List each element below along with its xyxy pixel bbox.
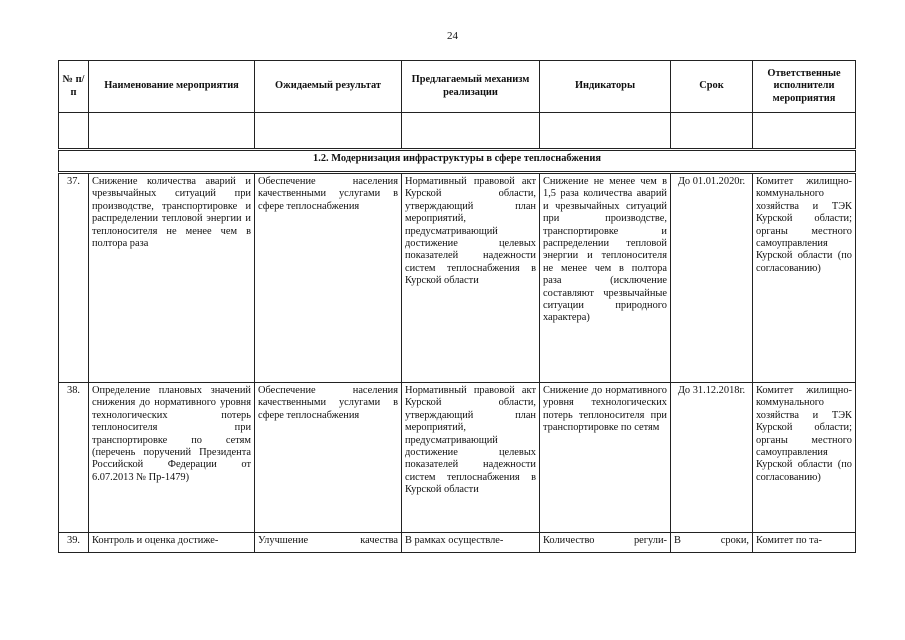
header-indicators: Индикаторы bbox=[540, 61, 671, 113]
indicators-cell: Снижение не менее чем в 1,5 раза количества аварий и чрезвычайных ситуаций при производстве, транспортировке и распределении тепловой энергии и теплоносителя не менее чем в полтора раза (исключение составляют чрезвычайные ситуации природного характера) bbox=[540, 173, 671, 383]
page-number: 24 bbox=[447, 30, 458, 42]
expected-result-cell: Улучшение качества bbox=[255, 533, 402, 553]
header-term: Срок bbox=[671, 61, 753, 113]
table-row bbox=[59, 173, 856, 383]
table-header-row bbox=[59, 61, 856, 113]
event-name-cell: Снижение количества аварий и чрезвычайных ситуаций при производстве, транспортировке и распределении тепловой энергии и теплоносителя не менее чем в полтора раза bbox=[89, 173, 255, 383]
empty-cell bbox=[671, 113, 753, 150]
empty-cell bbox=[59, 113, 89, 150]
header-number: № п/п bbox=[59, 61, 89, 113]
indicators-cell: Снижение до нормативного уровня технологических потерь теплоносителя при транспортировке по сетям bbox=[540, 383, 671, 533]
event-name-cell: Контроль и оценка достиже- bbox=[89, 533, 255, 553]
action-plan-table bbox=[58, 60, 856, 553]
expected-result-cell: Обеспечение населения качественными услугами в сфере теплоснабжения bbox=[255, 173, 402, 383]
header-expected-result: Ожидаемый результат bbox=[255, 61, 402, 113]
empty-cell bbox=[89, 113, 255, 150]
section-row bbox=[59, 150, 856, 173]
row-number: 38. bbox=[59, 383, 89, 533]
responsible-cell: Комитет по та- bbox=[753, 533, 856, 553]
header-responsible: Ответственные исполнители мероприятия bbox=[753, 61, 856, 113]
mechanism-cell: Нормативный правовой акт Курской области, утверждающий план мероприятий, предусматривающий достижение целевых показателей надежности систем теплоснабжения в Курской области bbox=[402, 383, 540, 533]
section-title: 1.2. Модернизация инфраструктуры в сфере теплоснабжения bbox=[59, 150, 856, 173]
empty-cell bbox=[402, 113, 540, 150]
empty-cell bbox=[753, 113, 856, 150]
empty-cell bbox=[255, 113, 402, 150]
responsible-cell: Комитет жилищно-коммунального хозяйства и ТЭК Курской области; органы местного самоуправления Курской области (по согласованию) bbox=[753, 173, 856, 383]
term-cell: До 31.12.2018г. bbox=[671, 383, 753, 533]
header-mechanism: Предлагаемый механизм реализации bbox=[402, 61, 540, 113]
header-event-name: Наименование мероприятия bbox=[89, 61, 255, 113]
term-cell: До 01.01.2020г. bbox=[671, 173, 753, 383]
event-name-cell: Определение плановых значений снижения до нормативного уровня технологических потерь теплоносителя при транспортировке по сетям (перечень поручений Президента Российской Федерации от 6.07.2013 № Пр-1479) bbox=[89, 383, 255, 533]
expected-result-cell: Обеспечение населения качественными услугами в сфере теплоснабжения bbox=[255, 383, 402, 533]
mechanism-cell: Нормативный правовой акт Курской области, утверждающий план мероприятий, предусматривающий достижение целевых показателей надежности систем теплоснабжения в Курской области bbox=[402, 173, 540, 383]
table-row bbox=[59, 383, 856, 533]
mechanism-cell: В рамках осуществле- bbox=[402, 533, 540, 553]
empty-row bbox=[59, 113, 856, 150]
term-cell: В сроки, bbox=[671, 533, 753, 553]
indicators-cell: Количество регули- bbox=[540, 533, 671, 553]
empty-cell bbox=[540, 113, 671, 150]
table-row bbox=[59, 533, 856, 553]
row-number: 37. bbox=[59, 173, 89, 383]
row-number: 39. bbox=[59, 533, 89, 553]
responsible-cell: Комитет жилищно-коммунального хозяйства и ТЭК Курской области; органы местного самоуправления Курской области (по согласованию) bbox=[753, 383, 856, 533]
